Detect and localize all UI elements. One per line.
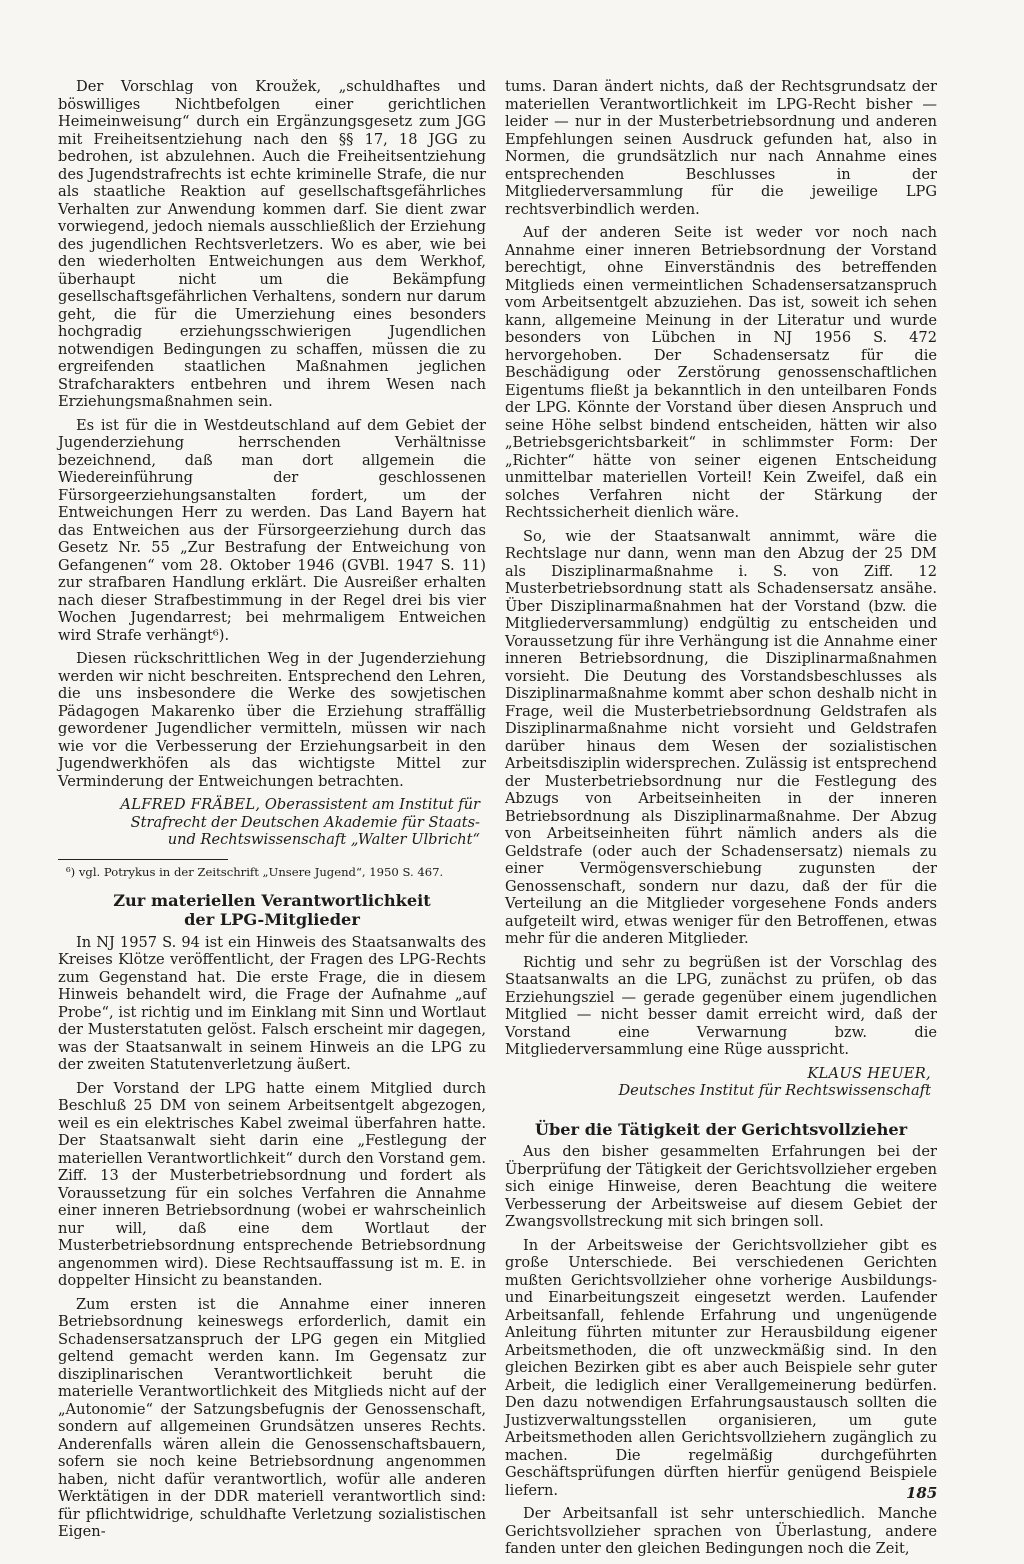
heading-line: Zur materiellen Verantwortlichkeit	[113, 890, 431, 910]
paragraph: Diesen rückschrittlichen Weg in der Jugenderziehung werden wir nicht beschreiten. Entsprechend den Lehren, die uns insbesondere die Werke des sowjetischen Pädagogen Makarenko über die Erziehung straffällig gewordener Jugendlicher vermitteln, müssen wir nach wie vor die Verbesserung der Erziehungsarbeit in den Jugendwerkhöfen als das wichtigste Mittel zur Verminderung der Entweichungen betrachten.	[58, 650, 486, 790]
paragraph: Der Vorschlag von Kroužek, „schuldhaftes und böswilliges Nichtbefolgen einer gerichtlichen Heimeinweisung“ durch ein Ergänzungsgesetz zum JGG mit Freiheitsentziehung nach den §§ 17, 18 JGG zu bedrohen, ist abzulehnen. Auch die Freiheitsentziehung des Jugendstrafrechts ist echte kriminelle Strafe, die nur als staatliche Reaktion auf gesellschaftsgefährliches Verhalten zur Anwendung kommen darf. Sie dient zwar vorwiegend, jedoch niemals ausschließlich der Erziehung des jugendlichen Rechtsverletzers. Wo es aber, wie bei den wiederholten Entweichungen aus dem Werkhof, überhaupt nicht um die Bekämpfung gesellschaftsgefährlichen Verhaltens, sondern nur darum geht, die für die Umerziehung eines besonders hochgradig erziehungsschwierigen Jugendlichen notwendigen Bedingungen zu schaffen, müssen die zu ergreifenden staatlichen Maßnahmen jeglichen Strafcharakters entbehren und ihrem Wesen nach Erziehungsmaßnahmen sein.	[58, 78, 486, 410]
paragraph: Der Arbeitsanfall ist sehr unterschiedlich. Manche Gerichtsvollzieher sprachen von Überlastung, andere fanden unter den gleichen Bedingungen noch die Zeit,	[505, 1505, 937, 1557]
author-affiliation: Deutsches Institut für Rechtswissenschaft	[618, 1082, 931, 1099]
author-affiliation-1: Oberassistent am Institut für	[264, 796, 480, 813]
paragraph: tums. Daran ändert nichts, daß der Rechtsgrundsatz der materiellen Verantwortlichkeit im LPG-Recht bisher — leider — nur in der Musterbetriebsordnung und anderen Empfehlungen seinen Ausdruck gefunden hat, also in Normen, die grundsätzlich nur nach Annahme eines entsprechenden Beschlusses in der Mitgliederversammlung für die jeweilige LPG rechtsverbindlich werden.	[505, 78, 937, 218]
paragraph: Zum ersten ist die Annahme einer inneren Betriebsordnung keineswegs erforderlich, damit ein Schadensersatzanspruch der LPG gegen ein Mitglied geltend gemacht werden kann. Im Gegensatz zur disziplinarischen Verantwortlichkeit beruht die materielle Verantwortlichkeit des Mitglieds nicht auf der „Autonomie“ der Satzungsbefugnis der Genossenschaft, sondern auf allgemeinen Grundsätzen unseres Rechts. Anderenfalls wären allein die Genossenschaftsbauern, sofern sie noch keine Betriebsordnung angenommen haben, nicht dafür verantwortlich, wofür alle anderen Werktätigen in der DDR materiell verantwortlich sind: für pflichtwidrige, schuldhafte Verletzung sozialistischen Eigen-	[58, 1295, 486, 1540]
footnote: ⁶) vgl. Potrykus in der Zeitschrift „Unsere Jugend“, 1950 S. 467.	[66, 864, 444, 879]
author-affiliation-3: und Rechtswissenschaft „Walter Ulbricht“	[167, 831, 480, 848]
paragraph: Auf der anderen Seite ist weder vor noch nach Annahme einer inneren Betriebsordnung der Vorstand berechtigt, ohne Einverständnis des betreffenden Mitglieds einen vermeintlichen Schadensersatzanspruch vom Arbeitsentgelt abzuziehen. Das ist, soweit ich sehen kann, allgemeine Meinung in der Literatur und wurde besonders von Lübchen in NJ 1956 S. 472 hervorgehoben. Der Schadensersatz für die Beschädigung oder Zerstörung genossenschaftlichen Eigentums fließt ja bekanntlich in den unteilbaren Fonds der LPG. Könnte der Vorstand über diesen Anspruch und seine Höhe selbst bindend entscheiden, hätten wir also „Betriebsgerichtsbarkeit“ in schlimmster Form: Der „Richter“ hätte von seiner eigenen Entscheidung unmittelbar materiellen Vorteil! Kein Zweifel, daß ein solches Verfahren nicht der Stärkung der Rechtssicherheit dienlich wäre.	[505, 224, 937, 521]
signature-heuer	[545, 1065, 931, 1100]
author-name: ALFRED FRÄBEL,	[120, 796, 261, 813]
right-column	[505, 78, 937, 1564]
paragraph: In NJ 1957 S. 94 ist ein Hinweis des Staatsanwalts des Kreises Klötze veröffentlicht, der Fragen des LPG-Rechts zum Gegenstand hat. Die erste Frage, die in diesem Hinweis behandelt wird, die Frage der Aufnahme „auf Probe“, ist richtig und im Einklang mit Sinn und Wortlaut der Musterstatuten gelöst. Falsch erscheint mir dagegen, was der Staatsanwalt in seinem Hinweis an die LPG zu der zweiten Statutenverletzung äußert.	[58, 933, 486, 1073]
left-column	[58, 78, 486, 1547]
paragraph: Aus den bisher gesammelten Erfahrungen bei der Überprüfung der Tätigkeit der Gerichtsvollzieher ergeben sich einige Hinweise, deren Beachtung die weitere Verbesserung der Arbeitsweise auf diesem Gebiet der Zwangsvollstreckung mit sich bringen soll.	[505, 1143, 937, 1230]
paragraph: Richtig und sehr zu begrüßen ist der Vorschlag des Staatsanwalts an die LPG, zunächst zu prüfen, ob das Erziehungsziel — gerade gegenüber einem jugendlichen Mitglied — nicht besser damit erreicht wird, daß der Vorstand eine Verwarnung bzw. die Mitgliederversammlung eine Rüge ausspricht.	[505, 953, 937, 1058]
heading-line: der LPG-Mitglieder	[184, 910, 360, 929]
page-number: 185	[906, 1484, 938, 1502]
author-affiliation-2: Strafrecht der Deutschen Akademie für Staats-	[130, 813, 480, 831]
signature-fraebel	[98, 796, 480, 849]
paragraph: Es ist für die in Westdeutschland auf dem Gebiet der Jugenderziehung herrschenden Verhältnisse bezeichnend, daß man dort allgemein die Wiedereinführung der geschlossenen Fürsorgeerziehungsanstalten fordert, um der Entweichungen Herr zu werden. Das Land Bayern hat das Entweichen aus der Fürsorgeerziehung durch das Gesetz Nr. 55 „Zur Bestrafung der Entweichung von Gefangenen“ vom 28. Oktober 1946 (GVBl. 1947 S. 11) zur strafbaren Handlung erklärt. Die Ausreißer erhalten nach dieser Strafbestimmung in der Regel drei bis vier Wochen Jugendarrest; bei mehrmaligem Entweichen wird Strafe verhängt⁶).	[58, 416, 486, 644]
footnote-divider	[58, 859, 228, 860]
paragraph: In der Arbeitsweise der Gerichtsvollzieher gibt es große Unterschiede. Bei verschiedenen Gerichten mußten Gerichtsvollzieher ohne vorherige Ausbildungs- und Einarbeitungszeit eingesetzt werden. Laufender Arbeitsanfall, fehlende Erfahrung und ungenügende Anleitung führten mitunter zur Herausbildung eigener Arbeitsmethoden, die oft unzweckmäßig sind. In den gleichen Bezirken gibt es aber auch Beispiele sehr guter Arbeit, die lediglich einer Verallgemeinerung bedürfen. Den dazu notwendigen Erfahrungsaustausch sollten die Justizverwaltungsstellen organisieren, um gute Arbeitsmethoden allen Gerichtsvollziehern zugänglich zu machen. Die regelmäßig durchgeführten Geschäftsprüfungen dürften hierfür genügend Beispiele liefern.	[505, 1236, 937, 1499]
section-heading-gerichtsvollzieher: Über die Tätigkeit der Gerichtsvollzieher	[534, 1119, 908, 1139]
paragraph: So, wie der Staatsanwalt annimmt, wäre die Rechtslage nur dann, wenn man den Abzug der 25 DM als Disziplinarmaßnahme i. S. von Ziff. 12 Musterbetriebsordnung statt als Schadensersatz ansähe. Über Disziplinarmaßnahmen hat der Vorstand (bzw. die Mitgliederversammlung) endgültig zu entscheiden und Voraussetzung für ihre Verhängung ist die Annahme einer inneren Betriebsordnung, die Disziplinarmaßnahmen vorsieht. Die Deutung des Vorstandsbeschlusses als Disziplinarmaßnahme kommt aber schon deshalb nicht in Frage, weil die Musterbetriebsordnung Geldstrafen als Disziplinarmaßnahme nicht vorsieht und Geldstrafen darüber hinaus dem Wesen der sozialistischen Arbeitsdisziplin widersprechen. Zulässig ist entsprechend der Musterbetriebsordnung nur die Festlegung des Abzugs von Arbeitseinheiten in der inneren Betriebsordnung als Disziplinarmaßnahme. Der Abzug von Arbeitseinheiten führt nämlich anders als die Geldstrafe (oder auch der Schadensersatz) niemals zu einer Vermögensverschiebung zugunsten der Genossenschaft, sondern nur dazu, daß der für die Verteilung an die Mitglieder vorgesehene Fonds anders aufgeteilt wird, etwas weniger für den Betroffenen, etwas mehr für die anderen Mitglieder.	[505, 527, 937, 947]
author-name: KLAUS HEUER,	[807, 1064, 931, 1082]
paragraph: Der Vorstand der LPG hatte einem Mitglied durch Beschluß 25 DM von seinem Arbeitsentgelt abgezogen, weil es ein elektrisches Kabel zweimal überfahren hatte. Der Staatsanwalt sieht darin eine „Festlegung der materiellen Verantwortlichkeit“ durch den Vorstand gem. Ziff. 13 der Musterbetriebsordnung und fordert als Voraussetzung für ein solches Verfahren die Annahme einer inneren Betriebsordnung (wobei er wahrscheinlich nur will, daß eine dem Wortlaut der Musterbetriebsordnung entsprechende Betriebsordnung angenommen wird). Diese Rechtsauffassung ist m. E. in doppelter Hinsicht zu beanstanden.	[58, 1079, 486, 1289]
section-heading-lpg	[58, 891, 486, 930]
